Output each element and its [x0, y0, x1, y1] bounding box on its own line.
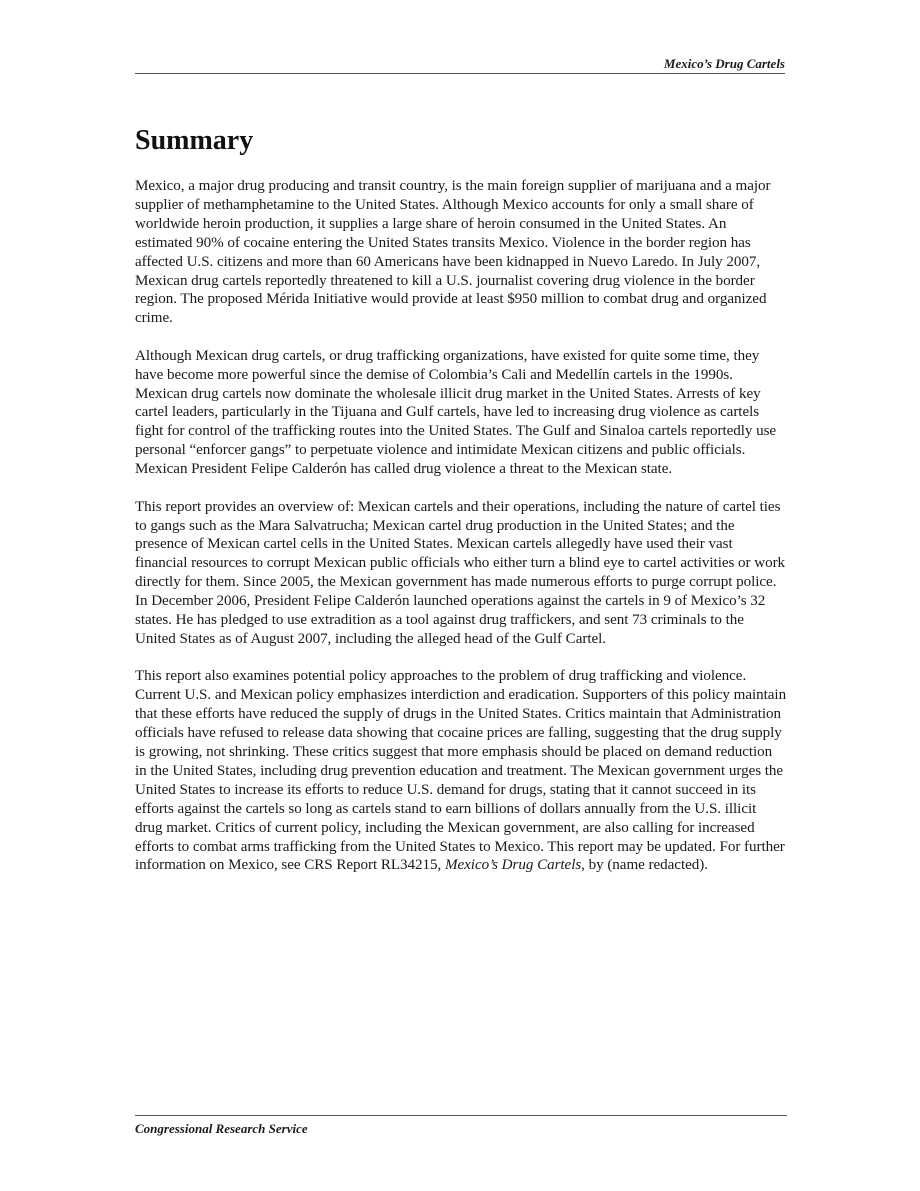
paragraph-4-text-before: This report also examines potential policy approaches to the problem of drug trafficking and violence. Current U.S. and Mexican policy emphasizes interdiction and eradication. Supporters of this policy maintain that these efforts have reduced the supply of drugs in the United States. Critics maintain that Administration officials have refused to release data showing that cocaine prices are falling, suggesting that the drug supply is growing, not shrinking. These critics suggest that more emphasis should be placed on demand reduction in the United States, including drug prevention education and treatment. The Mexican government urges the United States to increase its efforts to reduce U.S. demand for drugs, stating that it cannot succeed in its efforts against the cartels so long as cartels stand to earn billions of dollars annually from the U.S. illicit drug market. Critics of current policy, including the Mexican government, are also calling for increased efforts to combat arms trafficking from the United States to Mexico. This report may be updated. For further information on Mexico, see CRS Report RL34215, — [135, 668, 787, 874]
cited-report-title: Mexico’s Drug Cartels — [444, 857, 582, 874]
page-footer — [135, 1115, 787, 1138]
summary-paragraph-2: Although Mexican drug cartels, or drug trafficking organizations, have existed for quite some time, they have become more powerful since the demise of Colombia’s Cali and Medellín cartels in the 1990s. Mexican drug cartels now dominate the wholesale illicit drug market in the United States. Arrests of key cartel leaders, particularly in the Tijuana and Gulf cartels, have led to increasing drug violence as cartels fight for control of the trafficking routes into the United States. The Gulf and Sinaloa cartels reportedly use personal “enforcer gangs” to perpetuate violence and intimidate Mexican citizens and public officials. Mexican President Felipe Calderón has called drug violence a threat to the Mexican state. — [135, 347, 777, 478]
paragraph-4-text-after: , by (name redacted). — [581, 857, 708, 874]
page-title: Summary — [135, 125, 254, 156]
running-header-title: Mexico’s Drug Cartels — [663, 56, 785, 71]
footer-source: Congressional Research Service — [135, 1121, 308, 1136]
running-header — [135, 55, 785, 74]
summary-paragraph-3: This report provides an overview of: Mexican cartels and their operations, including the nature of cartel ties to gangs such as the Mara Salvatrucha; Mexican cartel drug production in the United States; and the presence of Mexican cartel cells in the United States. Mexican cartels allegedly have used their vast financial resources to corrupt Mexican public officials who either turn a blind eye to cartel activities or work directly for them. Since 2005, the Mexican government has made numerous efforts to purge corrupt police. In December 2006, President Felipe Calderón launched operations against the cartels in 9 of Mexico’s 32 states. He has pledged to use extradition as a tool against drug traffickers, and sent 73 criminals to the United States as of August 2007, including the alleged head of the Gulf Cartel. — [135, 498, 786, 647]
summary-body — [135, 177, 787, 894]
summary-paragraph-4 — [135, 667, 787, 875]
summary-paragraph-1: Mexico, a major drug producing and transit country, is the main foreign supplier of marijuana and a major supplier of methamphetamine to the United States. Although Mexico accounts for only a small share of worldwide heroin production, it supplies a large share of heroin consumed in the United States. An estimated 90% of cocaine entering the United States transits Mexico. Violence in the border region has affected U.S. citizens and more than 60 Americans have been kidnapped in Nuevo Laredo. In July 2007, Mexican drug cartels reportedly threatened to kill a U.S. journalist covering drug violence in the border region. The proposed Mérida Initiative would provide at least $950 million to combat drug and organized crime. — [135, 178, 771, 327]
